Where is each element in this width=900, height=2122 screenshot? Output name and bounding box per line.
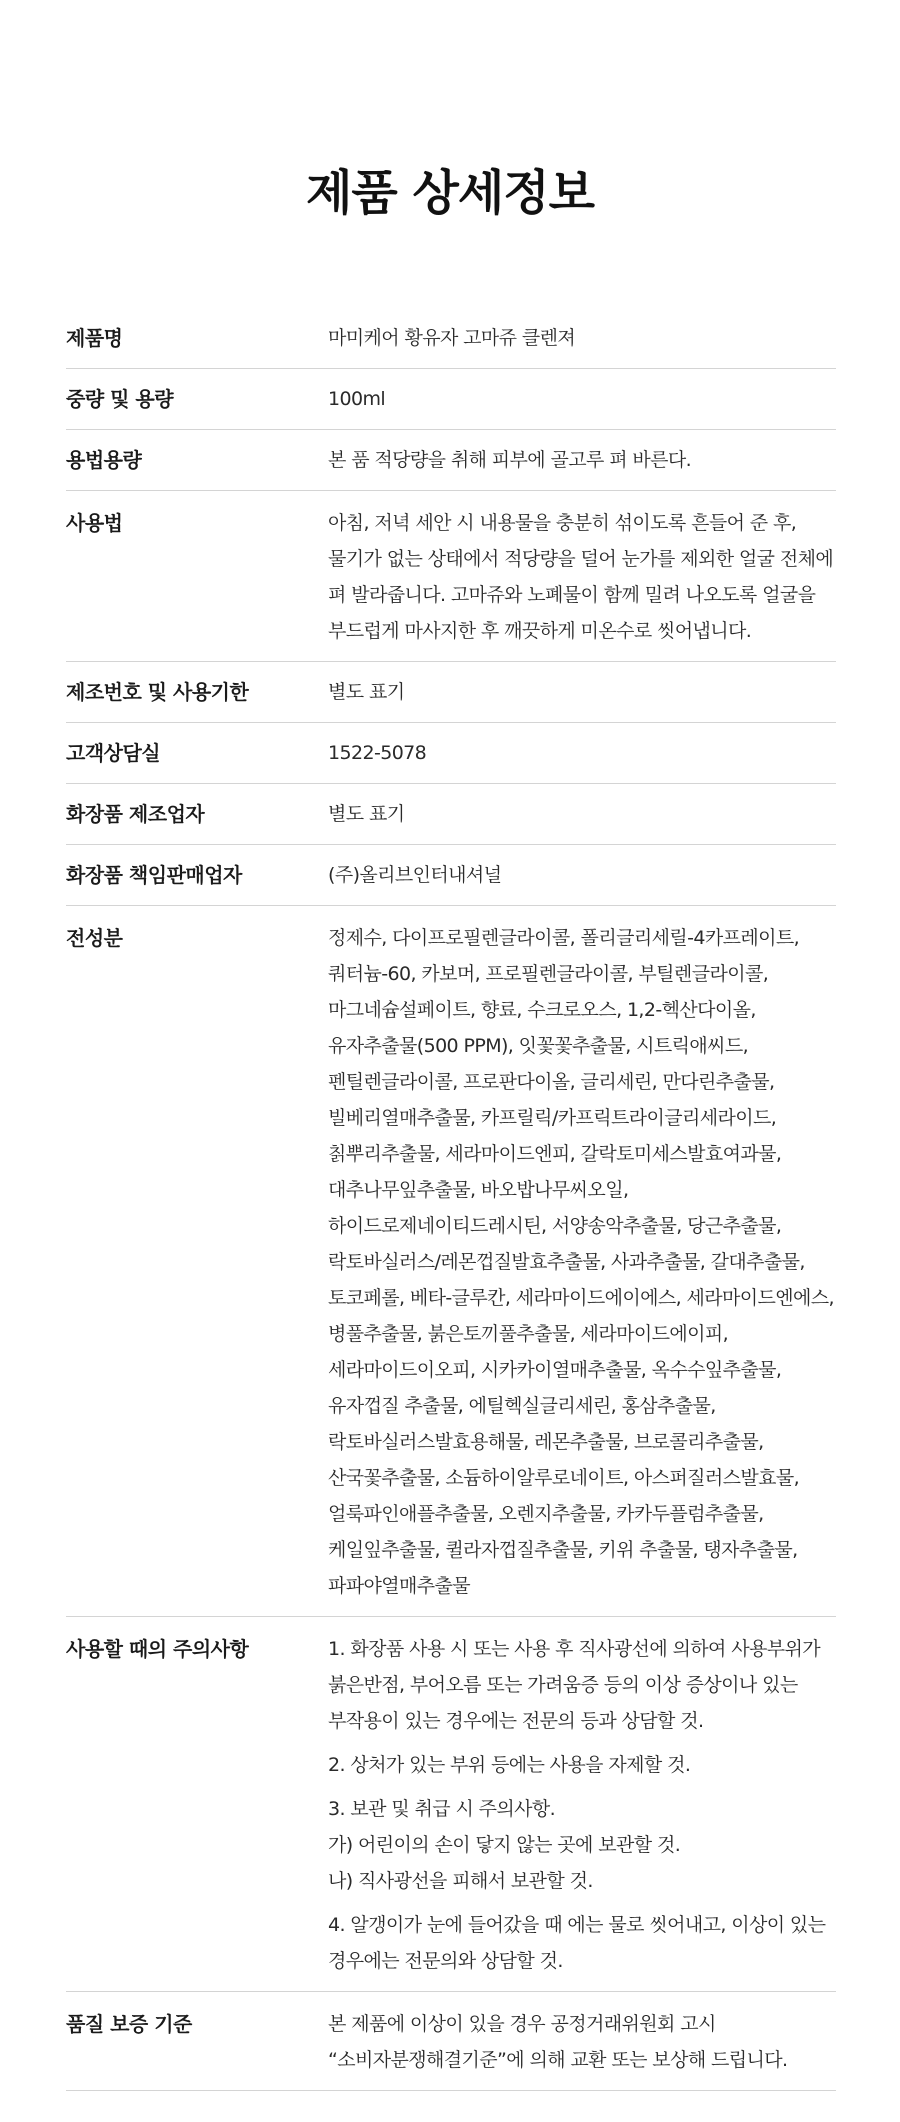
spec-row-product-name	[66, 308, 836, 369]
spec-label: 사용할 때의 주의사항	[66, 1637, 249, 1661]
precaution-item: 3. 보관 및 취급 시 주의사항.	[328, 1798, 556, 1820]
spec-label: 화장품 제조업자	[66, 802, 205, 826]
precaution-item: 4. 알갱이가 눈에 들어갔을 때 에는 물로 씻어내고, 이상이 있는 경우에는 전문의와 상담할 것.	[328, 1914, 826, 1972]
spec-label: 용법용량	[66, 448, 142, 472]
spec-label: 고객상담실	[66, 741, 161, 765]
spec-row-precautions	[66, 1617, 836, 1992]
spec-row-volume	[66, 369, 836, 430]
spec-row-quality-guarantee	[66, 1992, 836, 2091]
spec-value: 1522-5078	[328, 742, 427, 764]
spec-row-distributor	[66, 845, 836, 906]
spec-row-ingredients	[66, 906, 836, 1617]
page-title: 제품 상세정보	[306, 165, 594, 221]
spec-value: 100ml	[328, 388, 386, 410]
spec-value: 아침, 저녁 세안 시 내용물을 충분히 섞이도록 흔들어 준 후, 물기가 없는 상태에서 적당량을 덜어 눈가를 제외한 얼굴 전체에 펴 발라줍니다. 고마쥬와 노폐물이 함께 밀려 나오도록 얼굴을 부드럽게 마사지한 후 깨끗하게 미온수로 씻어냅니다.	[328, 512, 834, 642]
spec-row-customer-center	[66, 723, 836, 784]
precaution-subitem: 가) 어린이의 손이 닿지 않는 곳에 보관할 것.	[328, 1834, 681, 1856]
spec-value: (주)올리브인터내셔널	[328, 864, 502, 886]
spec-value: 별도 표기	[328, 681, 405, 703]
precaution-item: 1. 화장품 사용 시 또는 사용 후 직사광선에 의하여 사용부위가 붉은반점, 부어오름 또는 가려움증 등의 이상 증상이나 있는 부작용이 있는 경우에는 전문의 등과 상담할 것.	[328, 1638, 820, 1732]
spec-label: 제품명	[66, 326, 123, 350]
spec-value: 본 품 적당량을 취해 피부에 골고루 펴 바른다.	[328, 449, 692, 471]
spec-label: 품질 보증 기준	[66, 2012, 192, 2036]
spec-value: 본 제품에 이상이 있을 경우 공정거래위원회 고시 “소비자분쟁해결기준”에 의해 교환 또는 보상해 드립니다.	[328, 2013, 788, 2071]
spec-label: 전성분	[66, 926, 123, 950]
spec-row-dosage	[66, 430, 836, 491]
spec-label: 화장품 책임판매업자	[66, 863, 242, 887]
spec-row-lot-expiry	[66, 662, 836, 723]
spec-row-usage	[66, 491, 836, 662]
precaution-item: 2. 상처가 있는 부위 등에는 사용을 자제할 것.	[328, 1754, 691, 1776]
spec-row-manufacturer	[66, 784, 836, 845]
spec-label: 제조번호 및 사용기한	[66, 680, 249, 704]
spec-label: 사용법	[66, 511, 123, 535]
spec-value	[328, 1631, 836, 1979]
product-spec-table	[66, 308, 836, 2091]
spec-label: 중량 및 용량	[66, 387, 174, 411]
precaution-subitem: 나) 직사광선을 피해서 보관할 것.	[328, 1870, 593, 1892]
spec-value: 마미케어 황유자 고마쥬 클렌져	[328, 327, 576, 349]
spec-value: 별도 표기	[328, 803, 405, 825]
spec-value: 정제수, 다이프로필렌글라이콜, 폴리글리세릴-4카프레이트, 쿼터늄-60, 카보머, 프로필렌글라이콜, 부틸렌글라이콜, 마그네슘설페이트, 향료, 수크로오스, 1,2-헥산다이올, 유자추출물(500 PPM), 잇꽃꽃추출물, 시트릭애씨드, 펜틸렌글라이콜, 프로판다이올, 글리세린, 만다린추출물, 빌베리열매추출물, 카프릴릭/카프릭트라이글리세라이드, 칡뿌리추출물, 세라마이드엔피, 갈락토미세스발효여과물, 대추나무잎추출물, 바오밥나무씨오일, 하이드로제네이티드레시틴, 서양송악추출물, 당근추출물, 락토바실러스/레몬껍질발효추출물, 사과추출물, 갈대추출물, 토코페롤, 베타-글루칸, 세라마이드에이에스, 세라마이드엔에스, 병풀추출물, 붉은토끼풀추출물, 세라마이드에이피, 세라마이드이오피, 시카카이열매추출물, 옥수수잎추출물, 유자껍질 추출물, 에틸헥실글리세린, 홍삼추출물, 락토바실러스발효용해물, 레몬추출물, 브로콜리추출물, 산국꽃추출물, 소듐하이알루로네이트, 아스퍼질러스발효물, 얼룩파인애플추출물, 오렌지추출물, 카카두플럼추출물, 케일잎추출물, 퀼라자껍질추출물, 키위 추출물, 탱자추출물, 파파야열매추출물	[328, 927, 834, 1597]
precaution-group	[328, 1791, 836, 1899]
